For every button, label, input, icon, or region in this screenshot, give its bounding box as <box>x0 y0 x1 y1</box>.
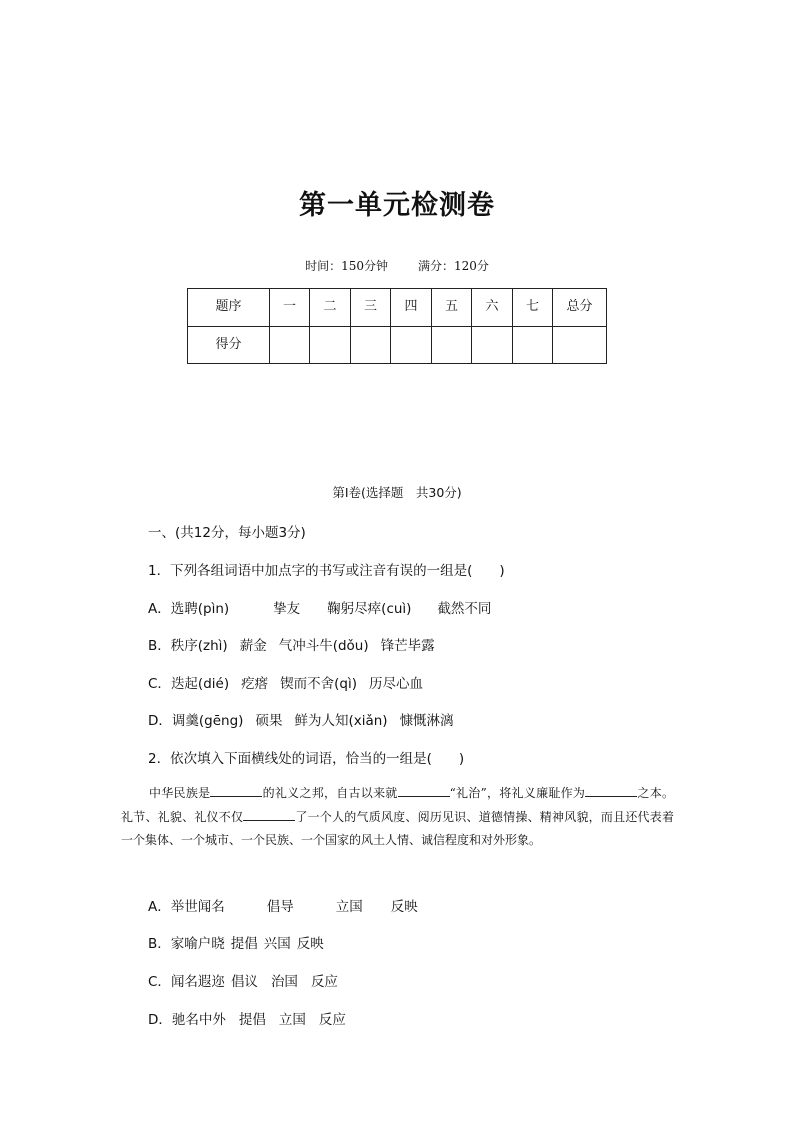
option-word: 反映 <box>390 899 418 915</box>
option-word: 锲而不舍(qì) <box>280 676 357 692</box>
option-word: 锋芒毕露 <box>380 638 435 654</box>
score-cell[interactable] <box>472 326 513 364</box>
option-label: A． <box>148 899 171 915</box>
section-title: 第Ⅰ卷(选择题 共30分) <box>332 485 462 500</box>
passage-text: 之本。礼节、礼貌、礼仪不仅 <box>121 786 674 824</box>
option-word: 选聘(pìn) <box>170 601 230 617</box>
score-table-header: 六 <box>472 289 513 327</box>
option-word: 硕果 <box>255 713 283 729</box>
option-word: 兴国 <box>263 936 291 952</box>
option-word: 历尽心血 <box>368 676 423 692</box>
option-word: 提倡 <box>238 1012 266 1028</box>
q2-option-b[interactable] <box>148 932 324 952</box>
exam-time: 时间：150分钟 <box>305 259 388 273</box>
option-label: C． <box>148 974 171 990</box>
option-word: 立国 <box>278 1012 306 1028</box>
option-word: 提倡 <box>230 936 258 952</box>
fill-blank[interactable] <box>243 810 295 821</box>
q2-option-a[interactable] <box>148 895 418 915</box>
option-word: 举世闻名 <box>170 899 225 915</box>
q1-option-c[interactable] <box>148 672 423 692</box>
score-table-header: 三 <box>351 289 391 327</box>
page-title: 第一单元检测卷 <box>299 190 495 221</box>
option-word: 倡议 <box>230 974 258 990</box>
score-table-header: 二 <box>310 289 351 327</box>
option-word: 驰名中外 <box>171 1012 226 1028</box>
option-word: 调羹(gēng) <box>171 713 244 729</box>
option-word: 反应 <box>318 1012 346 1028</box>
score-table-header: 七 <box>513 289 553 327</box>
option-word: 反映 <box>296 936 324 952</box>
passage-text: “礼治”，将礼义廉耻作为 <box>449 786 586 800</box>
passage-text: 中华民族是 <box>149 786 211 800</box>
q2-passage <box>121 782 674 853</box>
passage-text: 的礼义之邦，自古以来就 <box>262 786 398 800</box>
part1-heading: 一、(共12分，每小题3分) <box>148 525 306 541</box>
score-table <box>187 288 607 364</box>
q1-option-a[interactable] <box>148 597 491 617</box>
fill-blank[interactable] <box>585 786 637 797</box>
option-label: D． <box>148 1012 172 1028</box>
q1-option-b[interactable] <box>148 634 435 654</box>
score-table-header: 一 <box>270 289 310 327</box>
option-word: 家喻户晓 <box>170 936 225 952</box>
option-word: 立国 <box>335 899 363 915</box>
option-word: 薪金 <box>239 638 267 654</box>
exam-meta <box>0 257 794 274</box>
score-row-label: 得分 <box>188 326 270 364</box>
fill-blank[interactable] <box>398 786 450 797</box>
exam-full-score: 满分：120分 <box>418 259 489 273</box>
option-word: 迭起(dié) <box>170 676 230 692</box>
option-word: 慷慨淋漓 <box>399 713 454 729</box>
option-label: A． <box>148 601 171 617</box>
score-table-header: 五 <box>432 289 472 327</box>
option-label: B． <box>148 936 171 952</box>
option-word: 气冲斗牛(dǒu) <box>278 638 369 654</box>
score-table-header: 四 <box>391 289 432 327</box>
score-cell[interactable] <box>351 326 391 364</box>
option-word: 鲜为人知(xiǎn) <box>294 713 388 729</box>
option-word: 反应 <box>310 974 338 990</box>
score-table-header: 题序 <box>188 289 270 327</box>
fill-blank[interactable] <box>210 786 262 797</box>
score-cell[interactable] <box>391 326 432 364</box>
q2-option-c[interactable] <box>148 970 338 990</box>
score-cell[interactable] <box>432 326 472 364</box>
option-label: B． <box>148 638 171 654</box>
option-word: 治国 <box>270 974 298 990</box>
score-table-header: 总分 <box>553 289 607 327</box>
option-word: 鞠躬尽瘁(cuì) <box>327 601 412 617</box>
passage-text: 了一个人的气质风度、阅历见识、道德情操、精神风貌，而且还代表着一个集体、一个城市、一个民族、一个国家的风土人情、诚信程度和对外形象。 <box>121 809 674 847</box>
score-table-score-row <box>188 326 607 364</box>
option-word: 疙瘩 <box>241 676 269 692</box>
option-word: 倡导 <box>266 899 294 915</box>
score-cell[interactable] <box>553 326 607 364</box>
score-table-header-row <box>188 289 607 327</box>
option-word: 闻名遐迩 <box>170 974 225 990</box>
score-cell[interactable] <box>513 326 553 364</box>
q2-stem: 2．依次填入下面横线处的词语，恰当的一组是( ) <box>148 751 465 767</box>
score-cell[interactable] <box>270 326 310 364</box>
option-label: D． <box>148 713 172 729</box>
option-word: 秩序(zhì) <box>170 638 228 654</box>
option-word: 挚友 <box>273 601 301 617</box>
q1-option-d[interactable] <box>148 709 454 729</box>
option-label: C． <box>148 676 171 692</box>
score-cell[interactable] <box>310 326 351 364</box>
q1-stem: 1．下列各组词语中加点字的书写或注音有误的一组是( ) <box>148 563 505 579</box>
option-word: 截然不同 <box>437 601 492 617</box>
q2-option-d[interactable] <box>148 1008 346 1028</box>
